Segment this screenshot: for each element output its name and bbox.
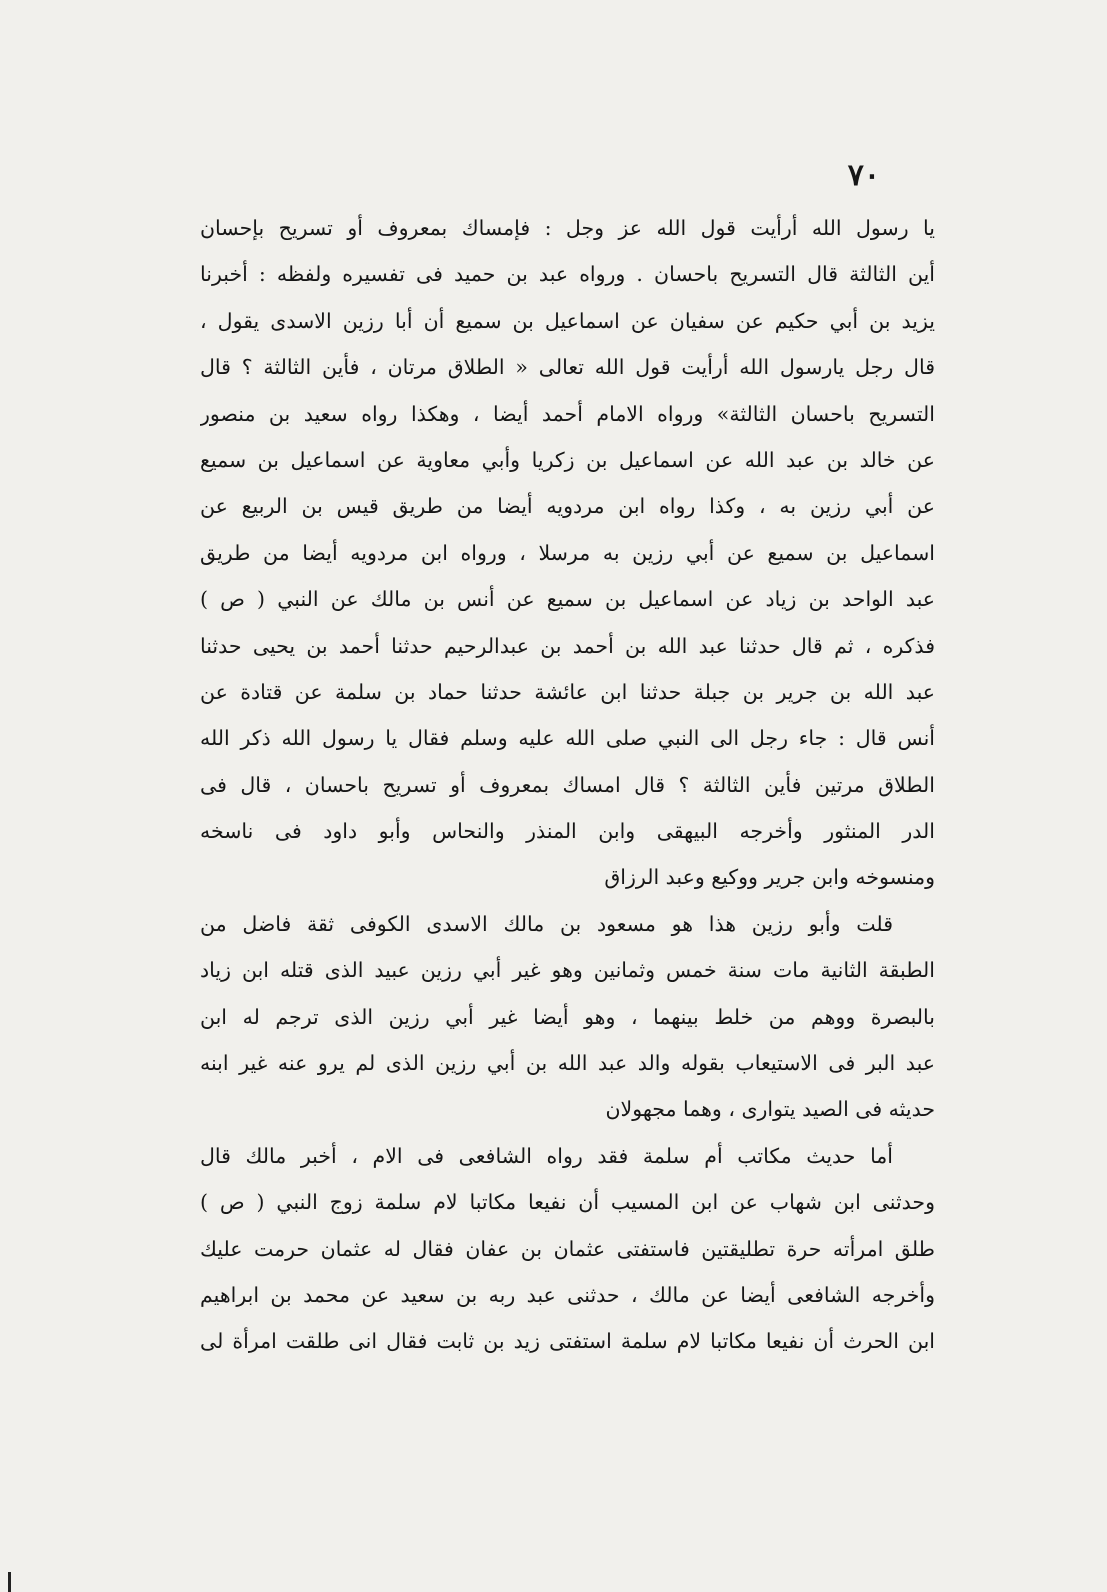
text-line: عبد الله بن جرير بن جبلة حدثنا ابن عائشة حدثنا حماد بن سلمة عن قتادة عن [200,679,935,704]
text-line: يزيد بن أبي حكيم عن سفيان عن اسماعيل بن سميع أن أبا رزين الاسدى يقول ، [200,308,935,333]
text-line: الطلاق مرتين فأين الثالثة ؟ قال امساك بمعروف أو تسريح باحسان ، قال فى [200,772,935,797]
page-number: ٧٠ [847,158,880,193]
text-line: أنس قال : جاء رجل الى النبي صلى الله عليه وسلم فقال يا رسول الله ذكر الله [200,726,935,751]
text-line: عن أبي رزين به ، وكذا رواه ابن مردويه أيضا من طريق قيس بن الربيع عن [200,494,935,519]
text-line: ابن الحرث أن نفيعا مكاتبا لام سلمة استفتى زيد بن ثابت فقال انى طلقت امرأة لى [200,1329,935,1354]
text-line: الدر المنثور وأخرجه البيهقى وابن المنذر والنحاس وأبو داود فى ناسخه [200,819,935,844]
text-line: وحدثنى ابن شهاب عن ابن المسيب أن نفيعا مكاتبا لام سلمة زوج النبي ( ص ) [200,1190,935,1215]
text-line: أين الثالثة قال التسريح باحسان . ورواه عبد بن حميد فى تفسيره ولفظه : أخبرنا [200,262,935,287]
text-line: وأخرجه الشافعى أيضا عن مالك ، حدثنى عبد ربه بن سعيد عن محمد بن ابراهيم [200,1282,935,1307]
text-line: عبد البر فى الاستيعاب بقوله والد عبد الله بن أبي رزين الذى لم يرو عنه غير ابنه [200,1051,935,1076]
text-line: فذكره ، ثم قال حدثنا عبد الله بن أحمد بن عبدالرحيم حدثنا أحمد بن يحيى حدثنا [200,633,935,658]
text-line: بالبصرة ووهم من خلط بينهما ، وهو أيضا غير أبي رزين الذى ترجم له ابن [200,1004,935,1029]
text-line: عن خالد بن عبد الله عن اسماعيل بن زكريا وأبي معاوية عن اسماعيل بن سميع [200,447,935,472]
text-line: ومنسوخه وابن جرير ووكيع وعبد الرزاق [604,865,935,890]
margin-mark [8,1572,11,1592]
text-line: قال رجل يارسول الله أرأيت قول الله تعالى « الطلاق مرتان ، فأين الثالثة ؟ قال [200,355,935,380]
text-line: حديثه فى الصيد يتوارى ، وهما مجهولان [605,1097,935,1122]
text-line: عبد الواحد بن زياد عن اسماعيل بن سميع عن أنس بن مالك عن النبي ( ص ) [200,587,935,612]
text-line: أما حديث مكاتب أم سلمة فقد رواه الشافعى فى الام ، أخبر مالك قال [200,1143,893,1168]
text-line: يا رسول الله أرأيت قول الله عز وجل : فإمساك بمعروف أو تسريح بإحسان [200,216,935,240]
text-line: التسريح باحسان الثالثة» ورواه الامام أحمد أيضا ، وهكذا رواه سعيد بن منصور [200,401,935,426]
body-text [200,205,935,1365]
text-line: طلق امرأته حرة تطليقتين فاستفتى عثمان بن عفان فقال له عثمان حرمت عليك [200,1236,935,1261]
text-line: الطبقة الثانية مات سنة خمس وثمانين وهو غير أبي رزين عبيد الذى قتله ابن زياد [200,958,935,983]
text-line: اسماعيل بن سميع عن أبي رزين به مرسلا ، ورواه ابن مردويه أيضا من طريق [200,540,935,565]
text-line: قلت وأبو رزين هذا هو مسعود بن مالك الاسدى الكوفى ثقة فاضل من [200,911,893,936]
